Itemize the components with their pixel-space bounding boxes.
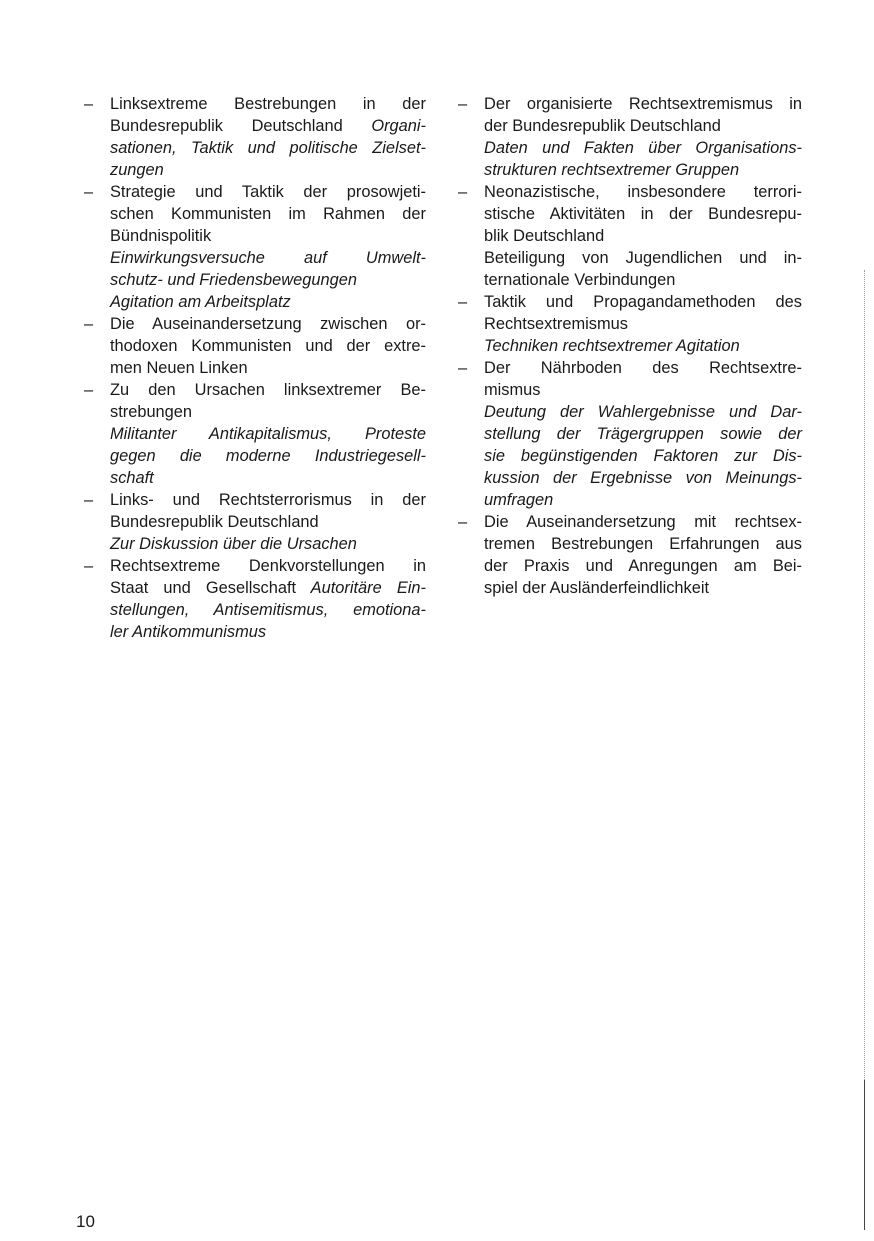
text-line: Bündnispolitik <box>110 227 212 245</box>
text-line: Rechtsextremismus <box>484 315 628 333</box>
dash-bullet: – <box>84 557 94 575</box>
text-line: Bundesrepublik Deutschland Organi- <box>110 117 426 135</box>
text-line: umfragen <box>484 491 554 509</box>
dash-bullet: – <box>458 183 468 201</box>
text-line: tremen Bestrebungen Erfahrungen aus <box>484 535 802 553</box>
text-line: schaft <box>110 469 154 487</box>
text-line: Die Auseinandersetzung mit rechtsex- <box>484 513 802 531</box>
text-line: ler Antikommunismus <box>110 623 267 641</box>
list-item <box>84 181 426 313</box>
dash-bullet: – <box>84 315 94 333</box>
dash-bullet: – <box>84 95 94 113</box>
text-line: stellungen, Antisemitismus, emotiona- <box>110 601 426 619</box>
text-line: men Neuen Linken <box>110 359 248 377</box>
scan-edge-line-solid <box>864 1080 865 1230</box>
list-item <box>458 291 802 357</box>
text-line: strukturen rechtsextremer Gruppen <box>484 161 740 179</box>
dash-bullet: – <box>458 95 468 113</box>
text-line: Staat und Gesellschaft Autoritäre Ein- <box>110 579 426 597</box>
text-line: Rechtsextreme Denkvorstellungen in <box>110 557 426 575</box>
list-item <box>84 313 426 379</box>
text-line: thodoxen Kommunisten und der extre- <box>110 337 426 355</box>
text-line: Der organisierte Rechtsextremismus in <box>484 95 802 113</box>
list-item <box>458 93 802 181</box>
text-line: der Praxis und Anregungen am Bei- <box>484 557 802 575</box>
text-line: Zu den Ursachen linksextremer Be- <box>110 381 426 399</box>
text-line: strebungen <box>110 403 193 421</box>
left-column <box>84 93 426 643</box>
text-line: stellung der Trägergruppen sowie der <box>484 425 802 443</box>
text-line: Techniken rechtsextremer Agitation <box>484 337 740 355</box>
text-line: Beteiligung von Jugendlichen und in- <box>484 249 802 267</box>
dash-bullet: – <box>84 381 94 399</box>
text-line: blik Deutschland <box>484 227 605 245</box>
dash-bullet: – <box>458 513 468 531</box>
text-line: spiel der Ausländerfeindlichkeit <box>484 579 710 597</box>
list-item <box>84 93 426 181</box>
list-item <box>458 511 802 599</box>
text-line: Taktik und Propagandamethoden des <box>484 293 802 311</box>
text-line: stische Aktivitäten in der Bundesrepu- <box>484 205 802 223</box>
page-number: 10 <box>76 1212 95 1231</box>
list-item <box>84 555 426 643</box>
list-item <box>458 181 802 291</box>
text-line: mismus <box>484 381 541 399</box>
text-line: schutz- und Friedensbewegungen <box>110 271 357 289</box>
text-line: Zur Diskussion über die Ursachen <box>110 535 357 553</box>
text-line: schen Kommunisten im Rahmen der <box>110 205 426 223</box>
text-line: Daten und Fakten über Organisations- <box>484 139 802 157</box>
list-item <box>84 489 426 555</box>
text-line: Der Nährboden des Rechtsextre- <box>484 359 802 377</box>
list-item <box>84 379 426 489</box>
text-line: Bundesrepublik Deutschland <box>110 513 319 531</box>
right-column <box>458 93 802 599</box>
text-line: ternationale Verbindungen <box>484 271 676 289</box>
text-line: gegen die moderne Industriegesell- <box>110 447 426 465</box>
text-line: kussion der Ergebnisse von Meinungs- <box>484 469 802 487</box>
text-line: Deutung der Wahlergebnisse und Dar- <box>484 403 802 421</box>
text-line: Neonazistische, insbesondere terrori- <box>484 183 802 201</box>
text-line: Einwirkungsversuche auf Umwelt- <box>110 249 426 267</box>
dash-bullet: – <box>84 183 94 201</box>
text-line: Die Auseinandersetzung zwischen or- <box>110 315 426 333</box>
text-line: Linksextreme Bestrebungen in der <box>110 95 426 113</box>
text-line: Agitation am Arbeitsplatz <box>110 293 291 311</box>
text-line: Links- und Rechtsterrorismus in der <box>110 491 426 509</box>
list-item <box>458 357 802 511</box>
dash-bullet: – <box>458 359 468 377</box>
text-line: sationen, Taktik und politische Zielset- <box>110 139 426 157</box>
text-line: Strategie und Taktik der prosowjeti- <box>110 183 426 201</box>
text-line: der Bundesrepublik Deutschland <box>484 117 721 135</box>
dash-bullet: – <box>458 293 468 311</box>
text-line: zungen <box>110 161 164 179</box>
text-line: sie begünstigenden Faktoren zur Dis- <box>484 447 802 465</box>
dash-bullet: – <box>84 491 94 509</box>
text-line: Militanter Antikapitalismus, Proteste <box>110 425 426 443</box>
